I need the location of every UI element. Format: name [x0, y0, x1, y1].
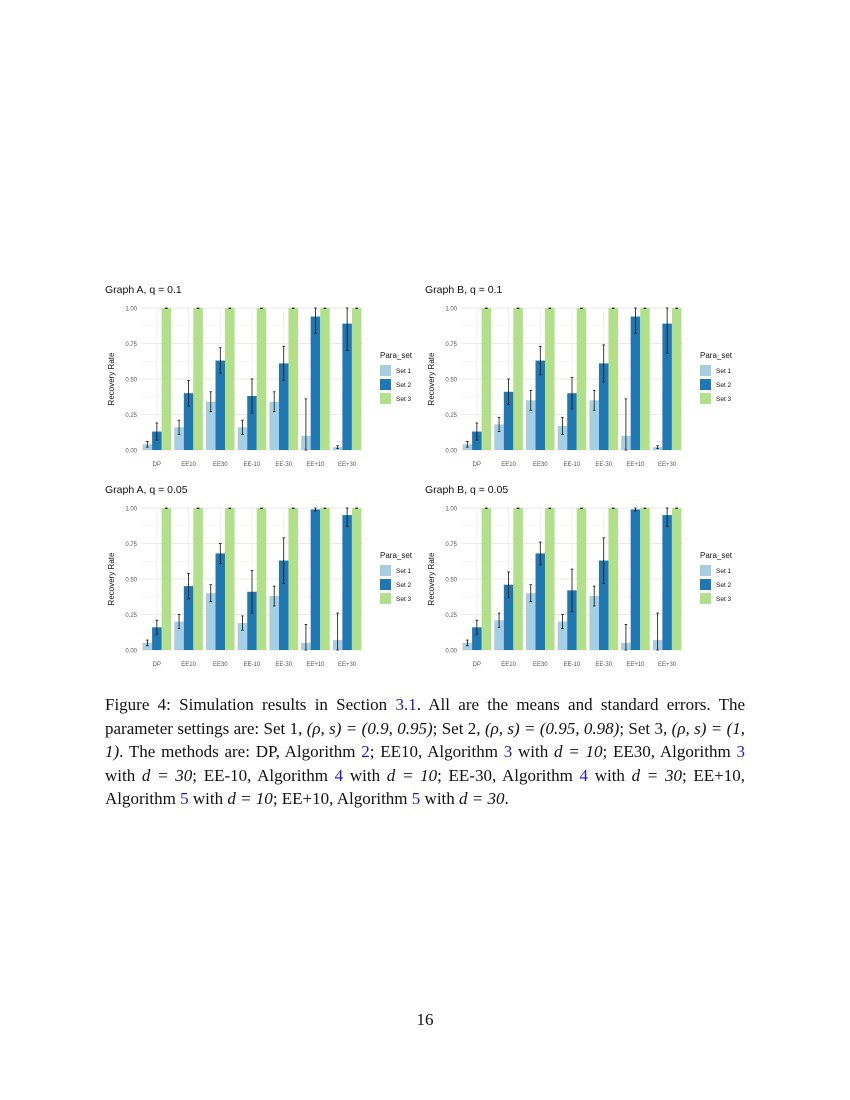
y-tick-label: 0.25: [125, 612, 137, 619]
legend-label-set-2: Set 2: [396, 582, 412, 589]
x-tick-label: EE-30: [595, 662, 613, 666]
x-tick-label: EE30: [532, 662, 548, 666]
y-tick-label: 0.75: [125, 341, 137, 348]
x-tick-label: EE-30: [275, 462, 293, 466]
bar-set-3-ee-10: [257, 508, 267, 650]
y-axis-label: Recovery Rate: [427, 352, 436, 406]
bar-set-3-ee10: [193, 508, 203, 650]
x-tick-label: EE-10: [243, 662, 261, 666]
caption-text: with: [512, 742, 555, 761]
math-d: d = 10: [227, 789, 273, 808]
bar-set-3-ee-10: [320, 308, 330, 450]
y-axis-label: Recovery Rate: [107, 552, 116, 606]
bar-set-3-ee-10: [257, 308, 267, 450]
math-d: d = 30: [459, 789, 505, 808]
algorithm-link[interactable]: 3: [736, 742, 746, 761]
caption-text: with: [420, 789, 460, 808]
legend-label-set-3: Set 3: [396, 396, 412, 403]
caption-text: ; EE30, Algorithm: [602, 742, 737, 761]
chart-svg: [105, 280, 425, 466]
y-tick-label: 0.75: [445, 341, 457, 348]
algorithm-link[interactable]: 4: [334, 765, 344, 785]
y-axis-label: Recovery Rate: [107, 352, 116, 406]
x-tick-label: DP: [152, 462, 162, 466]
chart-svg: [425, 280, 745, 466]
bar-set-2-ee-10: [631, 509, 641, 650]
legend-swatch-set-2: [380, 379, 391, 390]
chart-title: Graph B, q = 0.1: [425, 284, 503, 296]
bar-set-3-dp: [482, 508, 492, 650]
x-tick-label: EE+10: [626, 462, 645, 466]
legend-title: Para_set: [700, 351, 733, 360]
bar-set-2-ee-30: [342, 515, 352, 650]
legend-label-set-1: Set 1: [396, 368, 412, 375]
y-tick-label: 0.25: [445, 612, 457, 619]
caption-text: . All are the means and standard errors. The parameter settings are: Set 1,: [105, 695, 746, 738]
x-tick-label: EE-10: [563, 662, 581, 666]
y-tick-label: 0.50: [125, 577, 137, 584]
chart-svg: [425, 480, 745, 666]
legend-title: Para_set: [380, 351, 413, 360]
caption-text: ; EE+10, Algorithm: [272, 789, 412, 808]
legend-swatch-set-1: [380, 565, 391, 576]
legend-label-set-1: Set 1: [716, 568, 732, 575]
x-tick-label: DP: [472, 462, 482, 466]
bar-set-3-ee-30: [288, 508, 298, 650]
y-tick-label: 0.00: [445, 448, 457, 455]
x-tick-label: EE30: [212, 662, 228, 666]
x-tick-label: EE-10: [243, 462, 261, 466]
x-tick-label: EE30: [532, 462, 548, 466]
caption-text: with: [343, 765, 387, 785]
x-tick-label: EE-30: [595, 462, 613, 466]
y-axis-label: Recovery Rate: [427, 552, 436, 606]
bar-set-3-ee-30: [352, 508, 362, 650]
algorithm-link[interactable]: 5: [180, 789, 189, 808]
algorithm-link[interactable]: 3: [503, 742, 513, 761]
x-tick-label: EE+10: [306, 662, 325, 666]
caption-text: .: [504, 789, 509, 808]
caption-text: ; EE+10, Algorithm: [105, 765, 745, 808]
y-tick-label: 0.50: [445, 577, 457, 584]
bar-set-2-ee-30: [662, 515, 672, 650]
y-tick-label: 0.25: [125, 412, 137, 419]
caption-text: ; Set 3,: [619, 718, 672, 738]
bar-set-3-ee-10: [577, 508, 587, 650]
y-tick-label: 0.75: [445, 541, 457, 548]
bar-set-3-ee10: [513, 508, 523, 650]
math-d: d = 10: [554, 742, 603, 761]
bar-set-3-ee10: [193, 308, 203, 450]
bar-set-3-ee-10: [320, 508, 330, 650]
caption-text: ; EE-10, Algorithm: [192, 765, 335, 785]
bar-set-3-ee-30: [288, 308, 298, 450]
legend-swatch-set-2: [700, 579, 711, 590]
chart-graph-b-q01: [425, 280, 745, 466]
y-tick-label: 1.00: [125, 506, 137, 513]
y-tick-label: 0.50: [125, 377, 137, 384]
x-tick-label: EE+10: [626, 662, 645, 666]
page-number: 16: [416, 1010, 434, 1029]
bar-set-2-ee-10: [311, 317, 321, 450]
x-tick-label: EE10: [181, 662, 196, 666]
algorithm-link[interactable]: 2: [361, 742, 370, 761]
bar-set-3-ee30: [545, 308, 555, 450]
bar-set-3-ee-30: [608, 308, 618, 450]
legend-swatch-set-2: [380, 579, 391, 590]
bar-set-2-ee30: [216, 361, 226, 450]
caption-text: with: [105, 765, 142, 785]
bar-set-2-ee-10: [311, 509, 321, 650]
section-link[interactable]: 3.1: [395, 695, 417, 714]
x-tick-label: EE+30: [658, 662, 677, 666]
caption-text: with: [188, 789, 228, 808]
bar-set-3-ee-10: [640, 508, 650, 650]
y-tick-label: 1.00: [125, 306, 137, 313]
bar-set-2-ee30: [216, 553, 226, 650]
x-tick-label: EE+30: [338, 662, 357, 666]
legend-swatch-set-1: [700, 565, 711, 576]
caption-text: with: [588, 765, 632, 785]
chart-graph-b-q005: [425, 480, 745, 666]
math-set1: (ρ, s) = (0.9, 0.95): [306, 718, 433, 738]
y-tick-label: 0.00: [125, 448, 137, 455]
algorithm-link[interactable]: 5: [411, 789, 421, 808]
caption-text: ; EE-30, Algorithm: [437, 765, 580, 785]
bar-set-3-ee30: [225, 508, 235, 650]
legend-label-set-1: Set 1: [716, 368, 732, 375]
x-tick-label: DP: [472, 662, 482, 666]
y-tick-label: 1.00: [445, 506, 457, 513]
algorithm-link[interactable]: 4: [579, 765, 588, 785]
x-tick-label: EE-30: [275, 662, 293, 666]
x-tick-label: EE-10: [563, 462, 581, 466]
bar-set-2-ee-10: [631, 317, 641, 450]
legend-label-set-3: Set 3: [396, 596, 412, 603]
math-d: d = 10: [386, 765, 438, 785]
y-tick-label: 0.25: [445, 412, 457, 419]
caption-text: ; Set 2,: [432, 718, 485, 738]
legend-label-set-2: Set 2: [716, 582, 732, 589]
bar-set-3-ee-30: [352, 308, 362, 450]
bar-set-3-dp: [162, 508, 172, 650]
legend-label-set-2: Set 2: [396, 382, 412, 389]
legend-title: Para_set: [700, 551, 733, 560]
bar-set-3-ee10: [513, 308, 523, 450]
caption-text: . The methods are: DP, Algorithm: [119, 742, 362, 761]
legend-swatch-set-3: [380, 593, 391, 604]
legend-label-set-1: Set 1: [396, 568, 412, 575]
y-tick-label: 1.00: [445, 306, 457, 313]
x-tick-label: EE+30: [338, 462, 357, 466]
legend-label-set-3: Set 3: [716, 396, 732, 403]
caption-text: ; EE10, Algorithm: [369, 742, 504, 761]
figure-caption: [105, 693, 745, 811]
x-tick-label: EE+30: [658, 462, 677, 466]
legend-label-set-2: Set 2: [716, 382, 732, 389]
legend-title: Para_set: [380, 551, 413, 560]
y-tick-label: 0.00: [125, 648, 137, 655]
bar-set-3-dp: [482, 308, 492, 450]
chart-title: Graph A, q = 0.1: [105, 284, 182, 296]
math-set3: (ρ, s) = (1, 1): [105, 718, 746, 761]
bar-set-3-ee30: [225, 308, 235, 450]
legend-label-set-3: Set 3: [716, 596, 732, 603]
legend-swatch-set-3: [700, 593, 711, 604]
y-tick-label: 0.50: [445, 377, 457, 384]
caption-label: Figure 4: Simulation results in Section: [105, 695, 396, 714]
bar-set-3-ee30: [545, 508, 555, 650]
x-tick-label: EE10: [501, 662, 516, 666]
y-tick-label: 0.75: [125, 541, 137, 548]
bar-set-2-ee30: [536, 553, 546, 650]
x-tick-label: DP: [152, 662, 162, 666]
x-tick-label: EE10: [181, 462, 196, 466]
x-tick-label: EE+10: [306, 462, 325, 466]
y-tick-label: 0.00: [445, 648, 457, 655]
math-d: d = 30: [141, 765, 193, 785]
chart-svg: [105, 480, 425, 666]
legend-swatch-set-3: [380, 393, 391, 404]
math-set2: (ρ, s) = (0.95, 0.98): [484, 718, 620, 738]
x-tick-label: EE30: [212, 462, 228, 466]
chart-title: Graph A, q = 0.05: [105, 484, 188, 496]
legend-swatch-set-1: [700, 365, 711, 376]
chart-graph-a-q01: [105, 280, 425, 466]
bar-set-3-ee-30: [608, 508, 618, 650]
chart-graph-a-q005: [105, 480, 425, 666]
math-d: d = 30: [631, 765, 682, 785]
bar-set-3-ee-30: [672, 508, 682, 650]
legend-swatch-set-2: [700, 379, 711, 390]
chart-title: Graph B, q = 0.05: [425, 484, 509, 496]
legend-swatch-set-1: [380, 365, 391, 376]
bar-set-3-ee-10: [577, 308, 587, 450]
bar-set-3-dp: [162, 308, 172, 450]
x-tick-label: EE10: [501, 462, 516, 466]
legend-swatch-set-3: [700, 393, 711, 404]
bar-set-3-ee-10: [640, 308, 650, 450]
bar-set-3-ee-30: [672, 308, 682, 450]
